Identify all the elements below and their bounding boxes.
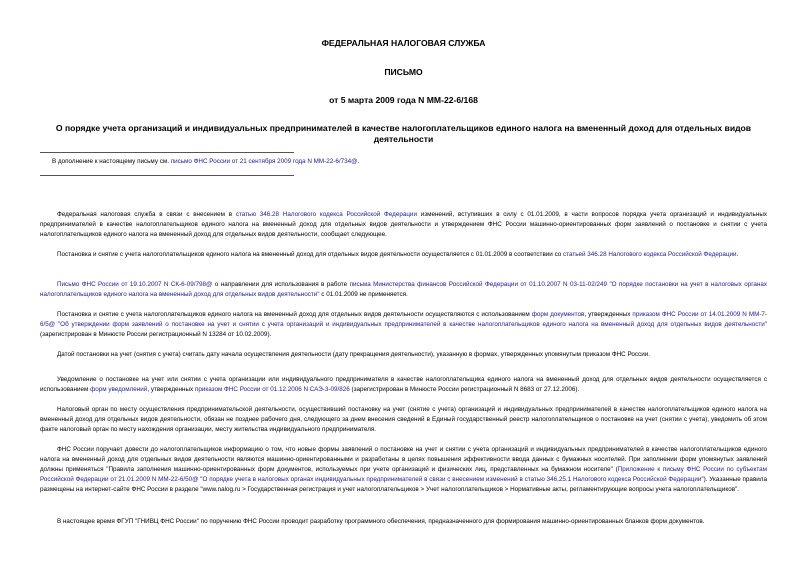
p6-text-2: , утвержденных <box>147 386 195 393</box>
paragraph-3 <box>40 280 767 300</box>
p6-link-1[interactable]: форм уведомлений <box>90 386 148 393</box>
p2-text: Постановка и снятие с учета налогоплательщиков единого налога на вмененный доход для отдельных видов деятельности осуществляется с 01.01.2009 в соответствии со <box>57 251 564 258</box>
document-type: ПИСЬМО <box>384 67 423 77</box>
document-date-number: от 5 марта 2009 года N ММ-22-6/168 <box>329 95 478 105</box>
p3-text-2: с 01.01.2009 не применяется. <box>319 291 408 298</box>
p5-text: Датой постановки на учет (снятия с учета) считать дату начала осуществления деятельности (дату прекращения деятельности), указанную в формах, утвержденных упомянутым приказом ФНС России. <box>57 351 650 358</box>
p4-link-2[interactable]: приказом ФНС России от 14.01.2009 N ММ-7-6/5@ "Об утверждении форм заявлений о постановке на учет и снятии с учета организаций и индивидуальных предпринимателей в качестве налогоплательщиков единого налога на вмененный доход для отдельных видов деятельности" <box>40 311 768 328</box>
p8-link-2[interactable]: О порядке учета в налоговых органах индивидуальных предпринимателей в связи с внесением изменений в статью 346.25.1 Налогового кодекса Российской Федерации <box>202 476 702 483</box>
p4-text: Постановка и снятие с учета налогоплательщиков единого налога на вмененный доход для отдельных видов деятельности осуществляются с использованием <box>57 311 532 318</box>
p8-text-2: " <box>198 476 203 483</box>
p9-text: В настоящее время ФГУП "ГНИВЦ ФНС России" по поручению ФНС России проводит разработку программного обеспечения, предназначенного для формирования машинно-ориентированных бланков форм документов. <box>57 518 705 525</box>
paragraph-5 <box>40 350 767 360</box>
p6-text-3: (зарегистрирован в Минюсте России регистрационный N 8683 от 27.12.2006). <box>349 386 580 393</box>
editorial-note <box>52 158 359 166</box>
paragraph-1 <box>40 210 767 240</box>
p3-text: о направлении для использования в работе <box>212 281 350 288</box>
paragraph-4 <box>40 310 767 340</box>
paragraph-7 <box>40 405 767 435</box>
paragraph-9 <box>40 517 767 527</box>
paragraph-6 <box>40 375 767 395</box>
note-text: В дополнение к настоящему письму см. <box>52 158 171 165</box>
p3-link-2[interactable]: письма Министерства финансов Российской Федерации от 01.10.2007 N 03-11-02/249 "О порядке постановки на учет в налоговых органах налогоплательщиков единого налога на вмененный доход для отдельных видов деятельности" <box>40 281 767 298</box>
p2-link-1[interactable]: статьей 346.28 Налогового кодекса Российской Федерации <box>563 251 737 258</box>
p1-text: Федеральная налоговая служба в связи с внесением в <box>57 211 236 218</box>
paragraph-8 <box>40 445 767 495</box>
p6-text: Уведомление о постановке на учет или снятии с учета организации или индивидуального предпринимателя в качестве налогоплательщика единого налога на вмененный доход для отдельных видов деятельности осуществляется с использованием <box>40 376 767 393</box>
p4-text-3: (зарегистрирован в Минюсте России регистрационный N 13284 от 10.02.2009). <box>40 331 272 338</box>
note-top-rule <box>40 152 294 153</box>
note-tail: . <box>357 158 360 165</box>
note-link[interactable]: письмо ФНС России от 21 сентября 2009 года N ММ-22-6/734@ <box>170 158 358 165</box>
p8-text: ФНС России поручает довести до налогоплательщиков информацию о том, что новые формы заявлений о постановке на учет и снятии с учета организаций и индивидуальных предпринимателей в качестве налогоплательщиков единого налога на вмененный доход для отдельных видов деятельности являются машинно-ориентированными и разработаны в целях повышения эффективности ввода данных с бумажных носителей. При заполнении форм упомянутых заявлений должны применяться "Правила заполнения машинно-ориентированных форм документов, используемых при учете организаций и физических лиц, представленных на бумажном носителе" ( <box>40 446 767 473</box>
p1-link-1[interactable]: статью 346.28 Налогового кодекса Российской Федерации <box>235 211 417 218</box>
p2-text-2: . <box>736 251 739 258</box>
document-title: О порядке учета организаций и индивидуальных предпринимателей в качестве налогоплательщиков единого налога на вмененный доход для отдельных видов деятельности <box>55 123 752 144</box>
p3-link-1[interactable]: Письмо ФНС России от 19.10.2007 N СК-6-09/798@ <box>57 281 213 288</box>
p8-text-3: "). Указанные правила размещены на интернет-сайте ФНС России в разделе "www.nalog.ru > Государственная регистрация и учет налогоплательщиков > Учет налогоплательщиков > Нормативные акты, регламентирующие вопросы учета налогоплательщиков". <box>40 476 767 493</box>
p8-link-1[interactable]: Приложение к письму ФНС России по субъектам Российской Федерации от 21.01.2009 N ММ-22-6/50@ <box>40 466 768 483</box>
p1-text-2: изменений, вступивших в силу с 01.01.2009, в части вопросов порядка учета организаций и индивидуальных предпринимателей в качестве налогоплательщиков единого налога на вмененный доход для отдельных видов деятельности и утверждением ФНС России машинно-ориентированных форм заявлений о постановке и снятии с учета налогоплательщиков единого налога на вмененный доход для отдельных видов деятельности, сообщает следующее. <box>40 211 767 238</box>
p6-link-2[interactable]: приказом ФНС России от 01.12.2006 N САЭ-3-09/826 <box>194 386 350 393</box>
paragraph-2 <box>40 250 767 260</box>
p4-link-1[interactable]: форм документов <box>531 311 585 318</box>
p4-text-2: , утвержденных <box>584 311 633 318</box>
note-bottom-rule <box>40 175 294 176</box>
agency-name: ФЕДЕРАЛЬНАЯ НАЛОГОВАЯ СЛУЖБА <box>321 38 486 48</box>
p7-text: Налоговый орган по месту осуществления предпринимательской деятельности, осуществивший постановку на учет (снятие с учета) организаций и индивидуальных предпринимателей в качестве налогоплательщиков единого налога на вмененный доход для отдельных видов деятельности, обязан не позднее рабочего дня, следующего за днем внесения сведений в Единый государственный реестр налогоплательщиков о постановке на учет (снятии с учета), уведомить об этом факте налоговый орган по месту нахождения организации, месту жительства индивидуального предпринимателя. <box>40 406 767 433</box>
